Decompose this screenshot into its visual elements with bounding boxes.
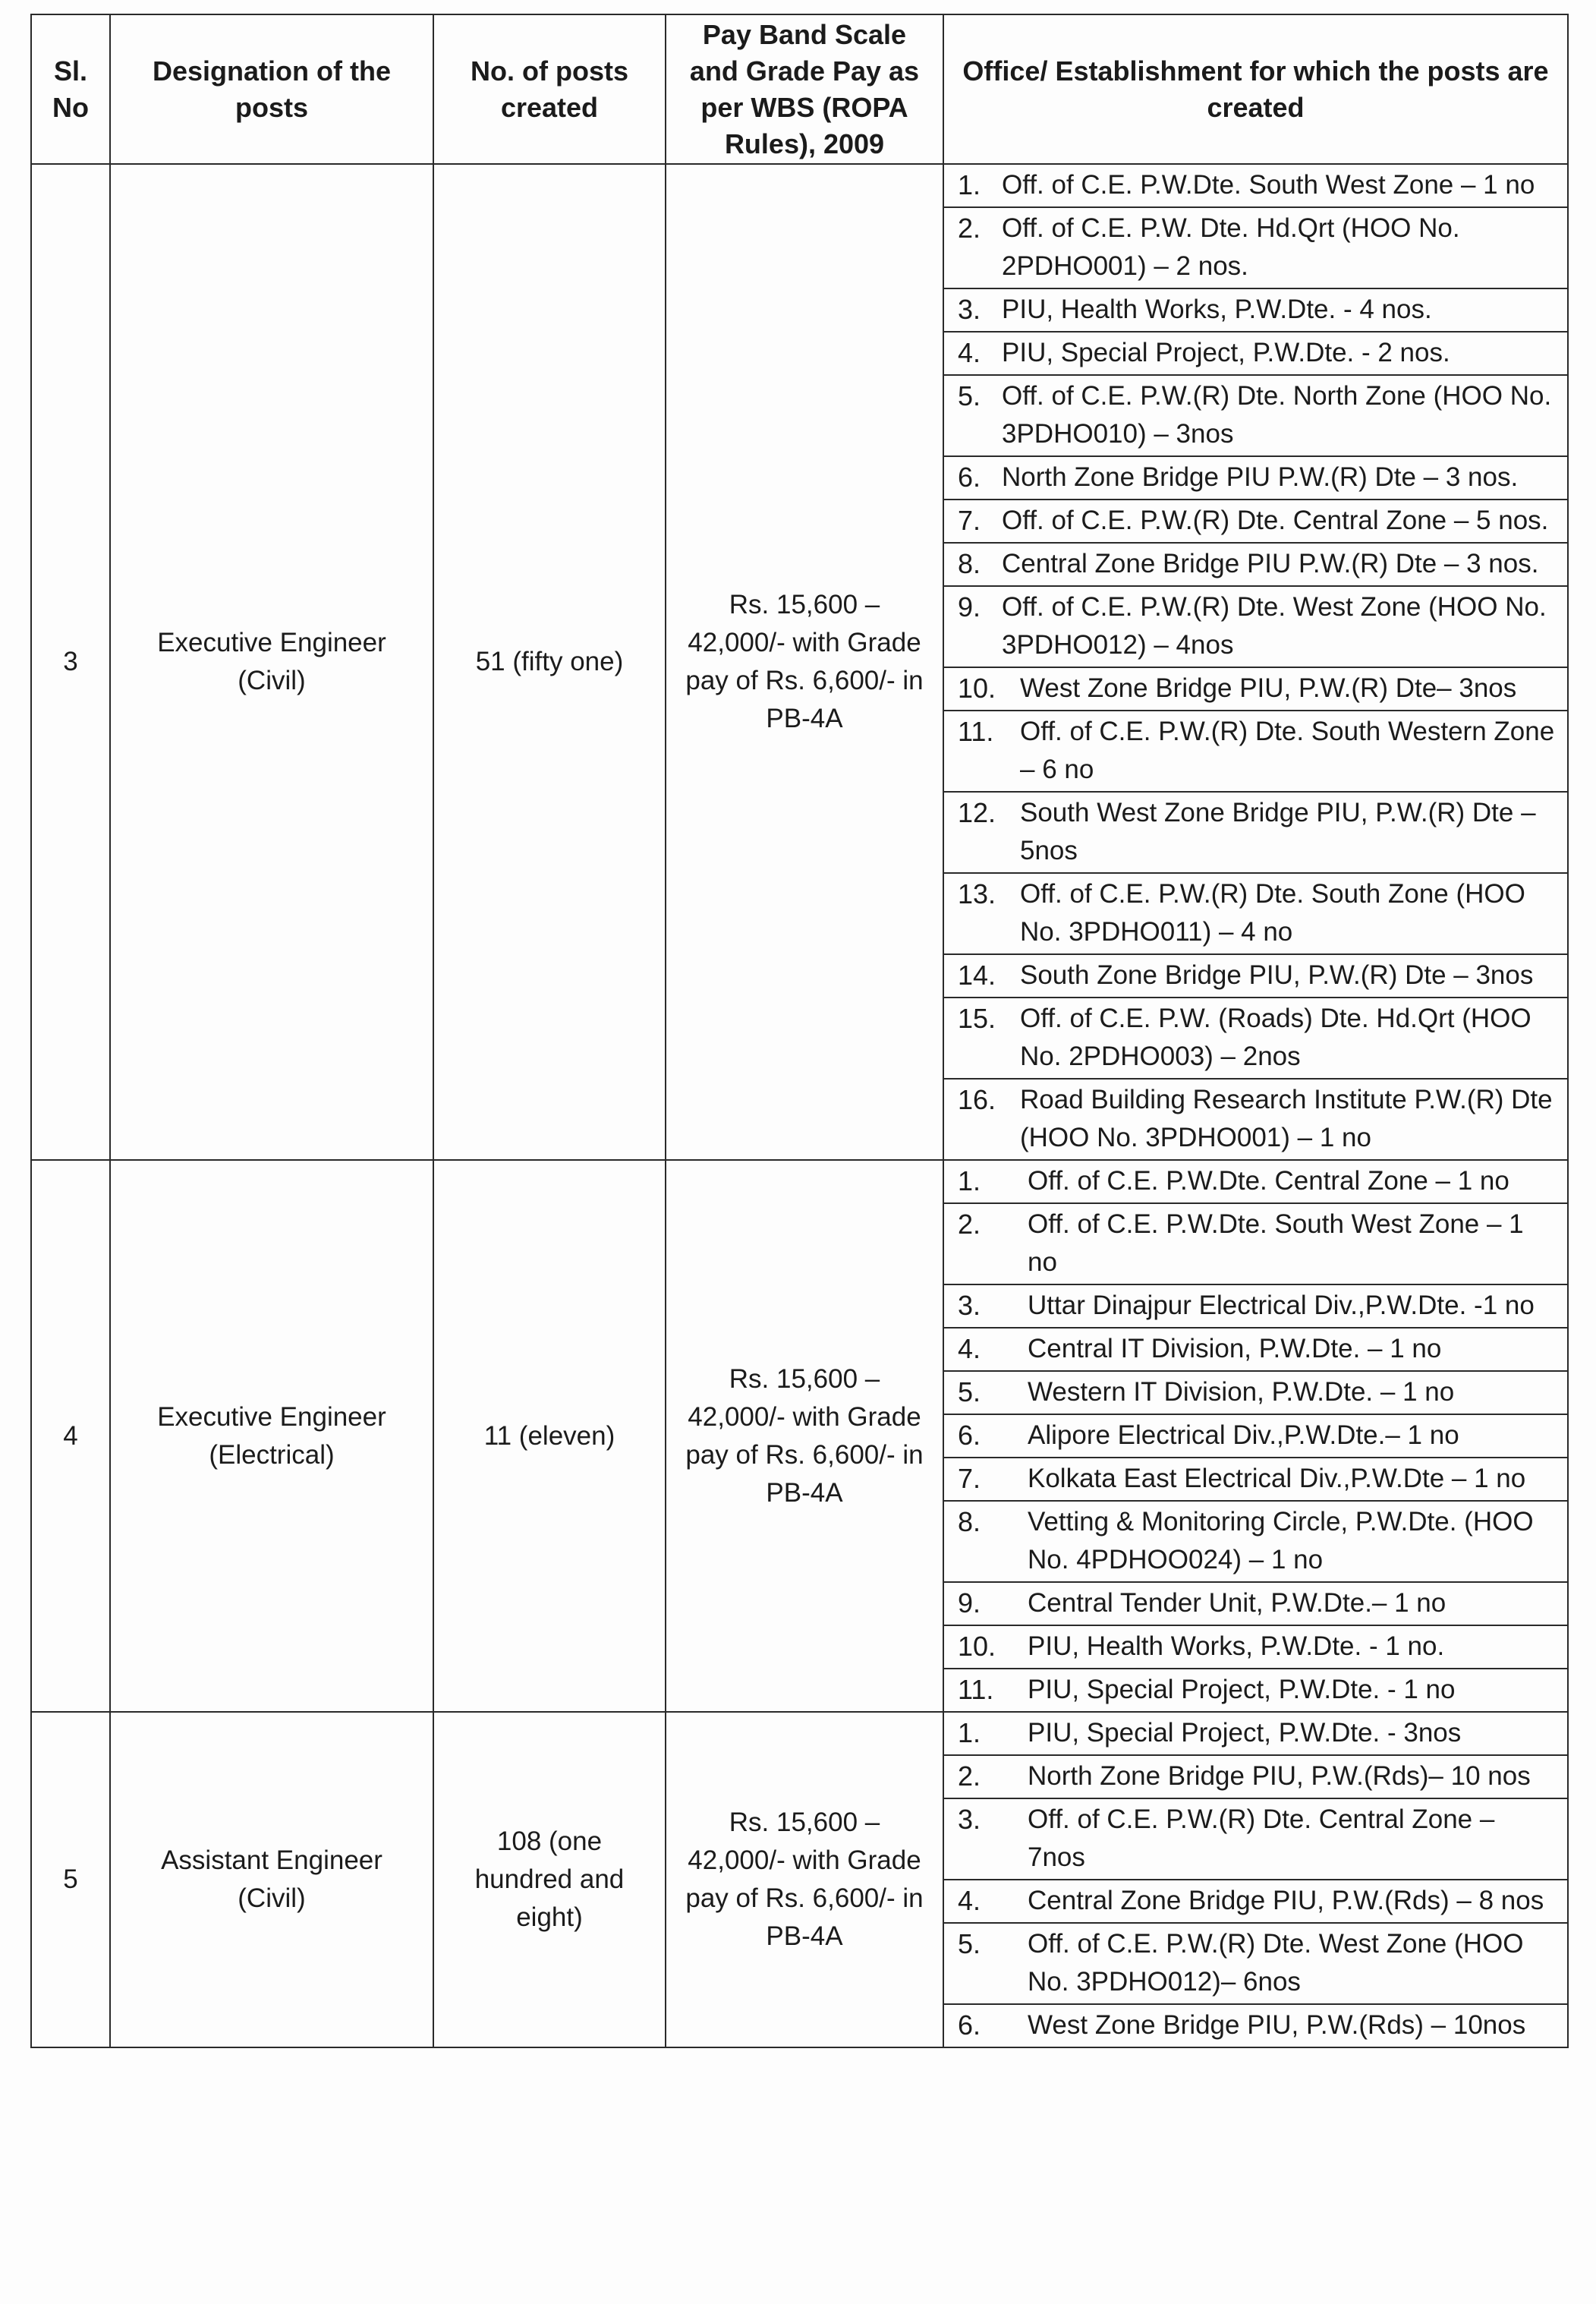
office-list [944,165,1567,1159]
office-entry-text: South West Zone Bridge PIU, P.W.(R) Dte – 5nos [1020,798,1536,865]
office-list-item [944,1923,1567,2004]
office-list-item [944,1414,1567,1458]
office-entry [944,456,1567,500]
office-entry-number: 8. [958,548,981,579]
office-entry-number: 3. [958,294,981,325]
office-entry-text: Off. of C.E. P.W.(R) Dte. West Zone (HOO No. 3PDHO012)– 6nos [1028,1929,1524,1997]
office-entry-number: 6. [958,2009,981,2041]
office-entry-text: Off. of C.E. P.W. (Roads) Dte. Hd.Qrt (HOO No. 2PDHO003) – 2nos [1020,1004,1531,1071]
office-entry [944,1371,1567,1414]
office-entry-number: 5. [958,1928,981,1959]
office-list-item [944,543,1567,586]
office-entry-text: North Zone Bridge PIU, P.W.(Rds)– 10 nos [1028,1761,1531,1791]
table-header-row [31,14,1568,164]
designation-cell: Assistant Engineer (Civil) [110,1712,433,2047]
office-entry-text: PIU, Health Works, P.W.Dte. - 1 no. [1028,1631,1445,1661]
designation-cell: Executive Engineer (Civil) [110,164,433,1160]
office-list-item [944,375,1567,456]
office-entry-content [958,670,1558,708]
office-entry-content [958,1925,1558,2001]
office-entry-text: Central Zone Bridge PIU P.W.(R) Dte – 3 nos. [1002,549,1539,578]
office-entry-number: 3. [958,1804,981,1835]
office-entry-content [958,1801,1558,1877]
office-entry-text: Off. of C.E. P.W. Dte. Hd.Qrt (HOO No. 2PDHO001) – 2 nos. [1002,213,1460,281]
office-entry-number: 1. [958,169,981,200]
office-entry-number: 11. [958,716,994,747]
office-entry [944,1625,1567,1669]
office-entry-text: PIU, Special Project, P.W.Dte. - 2 nos. [1002,338,1450,367]
table-row [31,1712,1568,2047]
office-entry [944,1203,1567,1284]
office-entry [944,1161,1567,1203]
office-entry [944,1414,1567,1458]
office-list-item [944,1880,1567,1923]
office-list [944,1161,1567,1711]
office-entry-content [958,1330,1558,1368]
office-entry-content [958,1757,1558,1795]
office-entry-text: Off. of C.E. P.W.(R) Dte. South Western Zone – 6 no [1020,717,1555,784]
office-entry-text: Off. of C.E. P.W.(R) Dte. West Zone (HOO No. 3PDHO012) – 4nos [1002,592,1547,660]
pay-band-cell: Rs. 15,600 – 42,000/- with Grade pay of Rs. 6,600/- in PB-4A [666,164,943,1160]
office-entry-content [958,1287,1558,1325]
office-entry-content [958,1000,1558,1076]
office-list-item [944,332,1567,375]
office-entry-text: Off. of C.E. P.W.(R) Dte. South Zone (HOO No. 3PDHO011) – 4 no [1020,879,1525,947]
office-list-item [944,1625,1567,1669]
office-entry [944,1755,1567,1798]
office-entry-content [958,1882,1558,1920]
office-entry-text: PIU, Health Works, P.W.Dte. - 4 nos. [1002,295,1432,324]
header-num-posts: No. of posts created [433,14,666,164]
office-entry [944,1582,1567,1625]
header-pay-band: Pay Band Scale and Grade Pay as per WBS (ROPA Rules), 2009 [666,14,943,164]
office-list-item [944,1582,1567,1625]
office-list-item [944,1713,1567,1755]
office-entry-number: 4. [958,337,981,368]
office-entry [944,1458,1567,1501]
office-entry-content [958,545,1558,583]
office-entry-number: 10. [958,1631,996,1662]
office-list-item [944,667,1567,711]
office-list-item [944,1458,1567,1501]
office-entry-number: 8. [958,1506,981,1537]
office-list-item [944,500,1567,543]
header-office: Office/ Establishment for which the posts are created [943,14,1568,164]
office-list-item [944,1284,1567,1328]
office-list-item [944,1669,1567,1711]
num-posts-cell: 11 (eleven) [433,1160,666,1712]
office-entry-content [958,1584,1558,1622]
sl-no-cell: 5 [31,1712,110,2047]
office-entry-text: Alipore Electrical Div.,P.W.Dte.– 1 no [1028,1420,1459,1450]
office-entry-number: 7. [958,505,981,536]
office-entry-text: PIU, Special Project, P.W.Dte. - 3nos [1028,1718,1462,1748]
office-entry-number: 1. [958,1717,981,1748]
office-entry-number: 13. [958,878,996,909]
office-list-item [944,165,1567,207]
office-entry-number: 10. [958,673,996,704]
office-entry [944,375,1567,456]
office-entry [944,1328,1567,1371]
office-list-item [944,998,1567,1079]
office-entry-number: 2. [958,1760,981,1792]
office-entry-number: 6. [958,1420,981,1451]
office-entry-number: 1. [958,1165,981,1196]
designation-cell: Executive Engineer (Electrical) [110,1160,433,1712]
office-list-item [944,873,1567,954]
office-entry [944,1284,1567,1328]
office-entry-content [958,1671,1558,1709]
office-entry-content [958,1373,1558,1411]
office-list-item [944,954,1567,998]
office-entry-content [958,1503,1558,1579]
office-entry-text: North Zone Bridge PIU P.W.(R) Dte – 3 nos. [1002,462,1519,492]
office-entry-content [958,794,1558,870]
office-entry [944,1713,1567,1755]
office-entry [944,207,1567,288]
office-entry [944,1501,1567,1582]
office-entry-number: 12. [958,797,996,828]
office-entry-text: West Zone Bridge PIU, P.W.(R) Dte– 3nos [1020,673,1517,703]
office-entry [944,2004,1567,2047]
office-entry-content [958,1417,1558,1455]
office-entry-number: 3. [958,1290,981,1321]
office-entry [944,998,1567,1079]
office-list-item [944,1161,1567,1203]
office-entry-content [958,588,1558,664]
pay-band-cell: Rs. 15,600 – 42,000/- with Grade pay of Rs. 6,600/- in PB-4A [666,1712,943,2047]
office-entry-content [958,459,1558,496]
office-entry [944,873,1567,954]
office-entry [944,165,1567,207]
office-entry-content [958,1206,1558,1281]
table-row [31,1160,1568,1712]
office-entry-content [958,2006,1558,2044]
office-entry-content [958,166,1558,204]
office-entry-content [958,502,1558,540]
office-entry-number: 6. [958,462,981,493]
table-body [31,164,1568,2047]
office-list-item [944,1501,1567,1582]
office-list-item [944,456,1567,500]
office-list-item [944,1371,1567,1414]
office-entry-content [958,1460,1558,1498]
office-list-item [944,288,1567,332]
office-entry [944,1798,1567,1880]
office-list-item [944,711,1567,792]
office-entry-text: Western IT Division, P.W.Dte. – 1 no [1028,1377,1455,1407]
num-posts-cell: 51 (fifty one) [433,164,666,1160]
office-entry [944,711,1567,792]
office-entry-number: 7. [958,1463,981,1494]
sl-no-cell: 3 [31,164,110,1160]
office-list-cell [943,164,1568,1160]
office-entry-content [958,875,1558,951]
office-entry-text: Road Building Research Institute P.W.(R) Dte (HOO No. 3PDHO001) – 1 no [1020,1085,1553,1152]
office-entry-text: Off. of C.E. P.W.(R) Dte. North Zone (HOO No. 3PDHO010) – 3nos [1002,381,1552,449]
office-entry-text: Vetting & Monitoring Circle, P.W.Dte. (HOO No. 4PDHOO024) – 1 no [1028,1507,1534,1574]
office-entry [944,954,1567,998]
office-list-item [944,586,1567,667]
office-entry-number: 2. [958,213,981,244]
header-designation: Designation of the posts [110,14,433,164]
office-entry-content [958,1714,1558,1752]
office-list-item [944,207,1567,288]
office-list-item [944,1079,1567,1159]
num-posts-cell: 108 (one hundred and eight) [433,1712,666,2047]
office-entry-content [958,1081,1558,1157]
pay-band-cell: Rs. 15,600 – 42,000/- with Grade pay of Rs. 6,600/- in PB-4A [666,1160,943,1712]
office-list-item [944,1798,1567,1880]
office-entry-text: Central Zone Bridge PIU, P.W.(Rds) – 8 nos [1028,1886,1544,1915]
office-entry-text: West Zone Bridge PIU, P.W.(Rds) – 10nos [1028,2010,1526,2040]
table-row [31,164,1568,1160]
office-entry-content [958,1628,1558,1666]
office-entry-content [958,334,1558,372]
office-entry-number: 9. [958,1587,981,1618]
office-entry-content [958,210,1558,285]
office-entry-number: 14. [958,960,996,991]
office-entry [944,1923,1567,2004]
office-entry-text: Off. of C.E. P.W.(R) Dte. Central Zone – 7nos [1028,1804,1495,1872]
office-entry-text: Uttar Dinajpur Electrical Div.,P.W.Dte. -1 no [1028,1291,1535,1320]
office-entry [944,1079,1567,1159]
office-entry [944,1880,1567,1923]
office-entry-number: 15. [958,1003,996,1034]
office-entry-content [958,713,1558,789]
office-list-item [944,1203,1567,1284]
office-entry-number: 16. [958,1084,996,1115]
office-entry-text: South Zone Bridge PIU, P.W.(R) Dte – 3nos [1020,960,1534,990]
office-entry [944,792,1567,873]
office-entry-text: Off. of C.E. P.W.(R) Dte. Central Zone – 5 nos. [1002,506,1549,535]
office-entry [944,586,1567,667]
office-list-cell [943,1712,1568,2047]
office-entry-number: 4. [958,1885,981,1916]
header-sl-no: Sl. No [31,14,110,164]
office-entry [944,667,1567,711]
office-entry-text: PIU, Special Project, P.W.Dte. - 1 no [1028,1675,1456,1704]
office-entry-number: 5. [958,1376,981,1407]
office-entry-text: Central IT Division, P.W.Dte. – 1 no [1028,1334,1442,1363]
office-list-item [944,1755,1567,1798]
office-entry-number: 4. [958,1333,981,1364]
office-entry-number: 9. [958,591,981,622]
office-entry-content [958,957,1558,994]
office-entry-number: 11. [958,1674,994,1705]
office-entry-content [958,1162,1558,1200]
office-entry-number: 5. [958,380,981,411]
office-entry [944,500,1567,543]
office-entry [944,288,1567,332]
office-list-item [944,792,1567,873]
office-entry [944,332,1567,375]
office-entry-text: Kolkata East Electrical Div.,P.W.Dte – 1 no [1028,1464,1526,1493]
sl-no-cell: 4 [31,1160,110,1712]
office-list-item [944,2004,1567,2047]
office-entry-number: 2. [958,1209,981,1240]
office-list-cell [943,1160,1568,1712]
posts-table [30,14,1569,2048]
office-entry-text: Off. of C.E. P.W.Dte. South West Zone – 1 no [1002,170,1535,200]
office-entry-content [958,291,1558,329]
office-entry [944,1669,1567,1711]
office-list-item [944,1328,1567,1371]
office-entry-text: Off. of C.E. P.W.Dte. South West Zone – 1 no [1028,1209,1524,1277]
office-entry-content [958,377,1558,453]
office-entry-text: Central Tender Unit, P.W.Dte.– 1 no [1028,1588,1446,1618]
office-entry-text: Off. of C.E. P.W.Dte. Central Zone – 1 no [1028,1166,1509,1196]
office-entry [944,543,1567,586]
office-list [944,1713,1567,2047]
